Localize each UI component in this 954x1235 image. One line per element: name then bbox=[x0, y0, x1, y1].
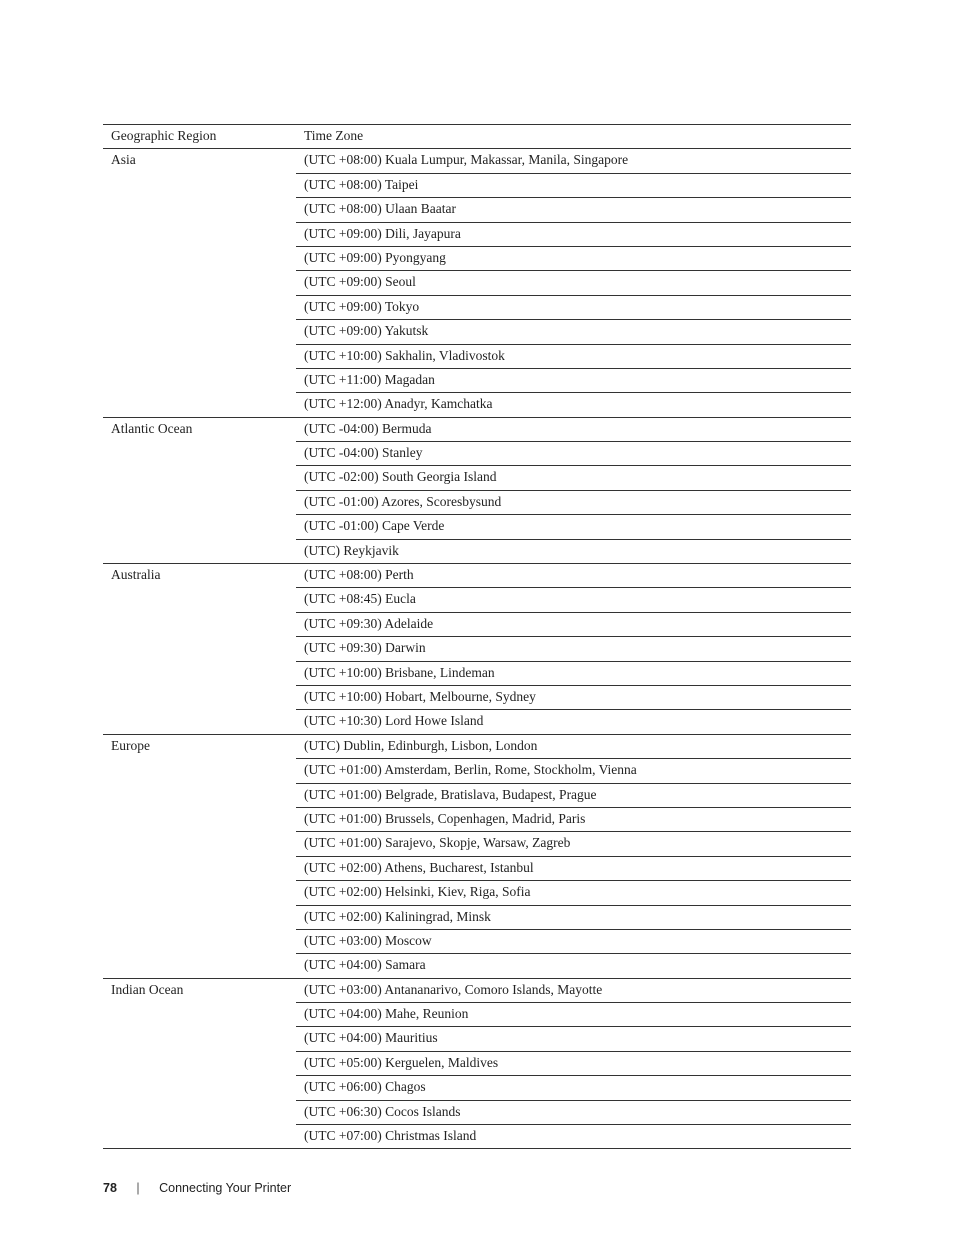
time-zone-cell: (UTC +04:00) Mauritius bbox=[296, 1027, 851, 1051]
table-row bbox=[103, 417, 851, 441]
time-zone-cell: (UTC +01:00) Belgrade, Bratislava, Budapest, Prague bbox=[296, 783, 851, 807]
footer-separator: | bbox=[136, 1181, 140, 1195]
time-zone-cell: (UTC +07:00) Christmas Island bbox=[296, 1125, 851, 1149]
time-zone-cell: (UTC +08:00) Perth bbox=[296, 564, 851, 588]
time-zone-cell: (UTC -04:00) Stanley bbox=[296, 442, 851, 466]
time-zone-cell: (UTC -01:00) Cape Verde bbox=[296, 515, 851, 539]
time-zone-cell: (UTC +11:00) Magadan bbox=[296, 368, 851, 392]
header-geographic-region: Geographic Region bbox=[103, 125, 296, 149]
time-zone-cell: (UTC +01:00) Sarajevo, Skopje, Warsaw, Zagreb bbox=[296, 832, 851, 856]
page-number: 78 bbox=[103, 1181, 117, 1195]
time-zone-cell: (UTC -01:00) Azores, Scoresbysund bbox=[296, 490, 851, 514]
time-zone-cell: (UTC +09:00) Dili, Jayapura bbox=[296, 222, 851, 246]
time-zone-cell: (UTC +08:00) Ulaan Baatar bbox=[296, 198, 851, 222]
time-zone-cell: (UTC +08:00) Taipei bbox=[296, 173, 851, 197]
time-zone-cell: (UTC +09:00) Seoul bbox=[296, 271, 851, 295]
region-cell: Europe bbox=[103, 734, 296, 978]
table-row bbox=[103, 978, 851, 1002]
time-zone-cell: (UTC +04:00) Samara bbox=[296, 954, 851, 978]
table-row bbox=[103, 149, 851, 173]
time-zone-cell: (UTC -04:00) Bermuda bbox=[296, 417, 851, 441]
time-zone-table bbox=[103, 124, 851, 1149]
region-cell: Australia bbox=[103, 564, 296, 735]
section-title: Connecting Your Printer bbox=[159, 1181, 292, 1195]
time-zone-cell: (UTC +08:45) Eucla bbox=[296, 588, 851, 612]
time-zone-cell: (UTC -02:00) South Georgia Island bbox=[296, 466, 851, 490]
time-zone-cell: (UTC +02:00) Athens, Bucharest, Istanbul bbox=[296, 856, 851, 880]
time-zone-cell: (UTC +03:00) Antananarivo, Comoro Islands, Mayotte bbox=[296, 978, 851, 1002]
time-zone-cell: (UTC +09:00) Pyongyang bbox=[296, 246, 851, 270]
table-row bbox=[103, 734, 851, 758]
time-zone-cell: (UTC +05:00) Kerguelen, Maldives bbox=[296, 1051, 851, 1075]
time-zone-cell: (UTC +09:30) Adelaide bbox=[296, 612, 851, 636]
time-zone-cell: (UTC +10:30) Lord Howe Island bbox=[296, 710, 851, 734]
table-header-row bbox=[103, 125, 851, 149]
time-zone-cell: (UTC +09:00) Yakutsk bbox=[296, 320, 851, 344]
time-zone-cell: (UTC +12:00) Anadyr, Kamchatka bbox=[296, 393, 851, 417]
time-zone-cell: (UTC +10:00) Hobart, Melbourne, Sydney bbox=[296, 685, 851, 709]
header-time-zone: Time Zone bbox=[296, 125, 851, 149]
time-zone-cell: (UTC +01:00) Amsterdam, Berlin, Rome, Stockholm, Vienna bbox=[296, 759, 851, 783]
region-cell: Atlantic Ocean bbox=[103, 417, 296, 563]
table-row bbox=[103, 564, 851, 588]
time-zone-cell: (UTC +03:00) Moscow bbox=[296, 929, 851, 953]
time-zone-cell: (UTC +08:00) Kuala Lumpur, Makassar, Manila, Singapore bbox=[296, 149, 851, 173]
region-cell: Indian Ocean bbox=[103, 978, 296, 1149]
time-zone-cell: (UTC +06:00) Chagos bbox=[296, 1076, 851, 1100]
time-zone-cell: (UTC +09:00) Tokyo bbox=[296, 295, 851, 319]
time-zone-cell: (UTC +09:30) Darwin bbox=[296, 637, 851, 661]
page-footer bbox=[103, 1181, 291, 1195]
time-zone-cell: (UTC +02:00) Helsinki, Kiev, Riga, Sofia bbox=[296, 881, 851, 905]
time-zone-cell: (UTC) Reykjavik bbox=[296, 539, 851, 563]
time-zone-table-body bbox=[103, 149, 851, 1149]
time-zone-cell: (UTC +10:00) Brisbane, Lindeman bbox=[296, 661, 851, 685]
time-zone-cell: (UTC +06:30) Cocos Islands bbox=[296, 1100, 851, 1124]
region-cell: Asia bbox=[103, 149, 296, 417]
time-zone-cell: (UTC) Dublin, Edinburgh, Lisbon, London bbox=[296, 734, 851, 758]
time-zone-cell: (UTC +01:00) Brussels, Copenhagen, Madrid, Paris bbox=[296, 807, 851, 831]
time-zone-cell: (UTC +02:00) Kaliningrad, Minsk bbox=[296, 905, 851, 929]
time-zone-cell: (UTC +04:00) Mahe, Reunion bbox=[296, 1003, 851, 1027]
time-zone-cell: (UTC +10:00) Sakhalin, Vladivostok bbox=[296, 344, 851, 368]
